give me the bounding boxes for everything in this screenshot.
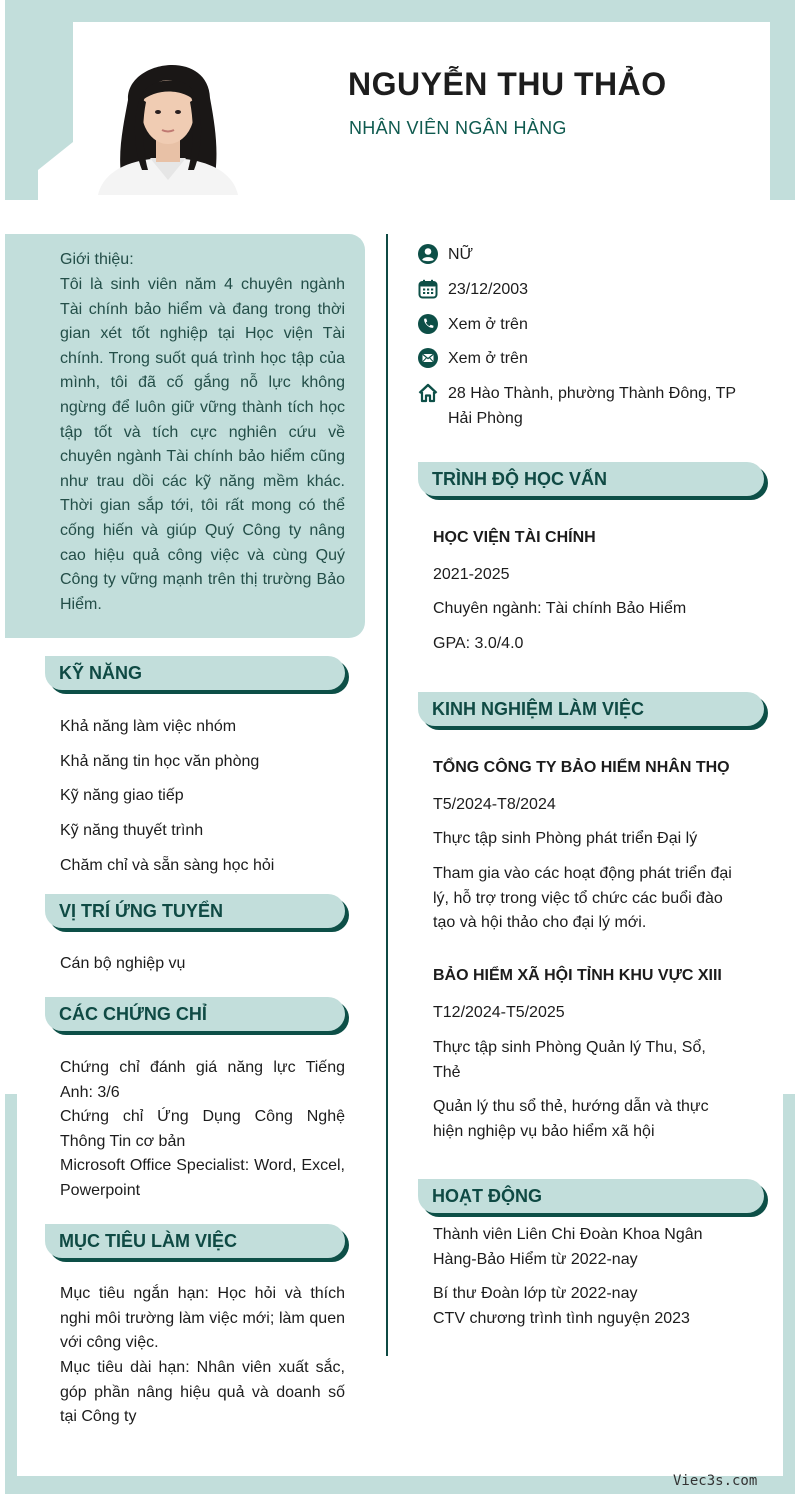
section-header-education — [418, 462, 764, 496]
contact-gender — [418, 243, 738, 268]
user-icon — [418, 244, 438, 264]
activity-item: Thành viên Liên Chi Đoàn Khoa Ngân Hàng-Bảo Hiểm từ 2022-nay — [433, 1226, 703, 1268]
section-header-position — [45, 894, 345, 928]
section-title: TRÌNH ĐỘ HỌC VẤN — [418, 462, 764, 496]
section-title: KỸ NĂNG — [45, 656, 345, 690]
education-years: 2021-2025 — [433, 566, 510, 583]
home-icon — [418, 383, 438, 403]
phone-value: Xem ở trên — [448, 316, 528, 333]
position-value: Cán bộ nghiệp vụ — [60, 955, 186, 972]
job-company: TỔNG CÔNG TY BẢO HIỂM NHÂN THỌ — [433, 759, 730, 776]
contact-birthday — [418, 278, 738, 303]
contact-email — [418, 347, 738, 372]
skill-item: Khả năng tin học văn phòng — [60, 753, 260, 770]
section-header-experience — [418, 692, 764, 726]
certificate-item: Chứng chỉ đánh giá năng lực Tiếng Anh: 3/6 — [60, 1059, 345, 1101]
section-title: KINH NGHIỆM LÀM VIỆC — [418, 692, 764, 726]
education-major: Chuyên ngành: Tài chính Bảo Hiểm — [433, 600, 687, 617]
candidate-name: NGUYỄN THU THẢO — [348, 66, 667, 102]
activity-item: Bí thư Đoàn lớp từ 2022-nay — [433, 1285, 638, 1302]
section-header-certificates — [45, 997, 345, 1031]
job-period: T12/2024-T5/2025 — [433, 1004, 565, 1021]
goal-short-term: Mục tiêu ngắn hạn: Học hỏi và thích nghi môi trường làm việc mới; làm quen với công việc. — [60, 1285, 345, 1352]
job-role: Thực tập sinh Phòng phát triển Đại lý — [433, 830, 698, 847]
certificate-item: Chứng chỉ Ứng Dụng Công Nghệ Thông Tin cơ bản — [60, 1108, 345, 1150]
skill-item: Chăm chỉ và sẵn sàng học hỏi — [60, 857, 275, 874]
mail-icon — [418, 348, 438, 368]
intro-label: Giới thiệu: — [60, 251, 134, 268]
job-period: T5/2024-T8/2024 — [433, 796, 556, 813]
contact-address — [418, 382, 738, 431]
section-title: CÁC CHỨNG CHỈ — [45, 997, 345, 1031]
job-description: Quản lý thu sổ thẻ, hướng dẫn và thực hiện nghiệp vụ bảo hiểm xã hội — [433, 1098, 709, 1140]
skill-item: Kỹ năng thuyết trình — [60, 822, 204, 839]
job-company: BẢO HIỂM XÃ HỘI TỈNH KHU VỰC XIII — [433, 967, 722, 984]
goal-long-term: Mục tiêu dài hạn: Nhân viên xuất sắc, góp phần nâng hiệu quả và doanh số tại Công ty — [60, 1359, 345, 1426]
activity-item: CTV chương trình tình nguyện 2023 — [433, 1310, 690, 1327]
section-title: HOẠT ĐỘNG — [418, 1179, 764, 1213]
job-role: Thực tập sinh Phòng Quản lý Thu, Sổ, Thẻ — [433, 1039, 706, 1081]
birthday-value: 23/12/2003 — [448, 281, 529, 298]
education-school: HỌC VIỆN TÀI CHÍNH — [433, 529, 596, 546]
intro-text: Tôi là sinh viên năm 4 chuyên ngành Tài chính bảo hiểm và đang trong thời gian xét tốt nghiệp tại Học viện Tài chính. Trong suốt quá trình học tập của mình, tôi đã cố gắng nỗ lực không ngừng để luôn giữ vững thành tích học tập tốt và tích cực nghiên cứu về chuyên ngành Tài chính bảo hiểm cũng như trau dồi các kỹ năng mềm khác. Thời gian sắp tới, tôi rất mong có thể cống hiến và giúp Quý Công ty nâng cao hiệu quả công việc và cùng Quý Công ty vững mạnh trên thị trường Bảo Hiểm. — [60, 276, 345, 613]
section-header-goals — [45, 1224, 345, 1258]
gender-value: NỮ — [448, 246, 474, 263]
section-header-skills — [45, 656, 345, 690]
profile-photo — [88, 40, 248, 195]
certificate-item: Microsoft Office Specialist: Word, Excel, Powerpoint — [60, 1157, 345, 1199]
skill-item: Kỹ năng giao tiếp — [60, 787, 184, 804]
job-description: Tham gia vào các hoạt động phát triển đại lý, hỗ trợ trong việc tổ chức các buổi đào tạo và hội thảo cho đại lý mới. — [433, 865, 732, 932]
section-header-activities — [418, 1179, 764, 1213]
phone-icon — [418, 314, 438, 334]
education-gpa: GPA: 3.0/4.0 — [433, 635, 524, 652]
contact-phone — [418, 313, 738, 338]
section-title: MỤC TIÊU LÀM VIỆC — [45, 1224, 345, 1258]
portrait-image — [88, 40, 248, 195]
email-value: Xem ở trên — [448, 350, 528, 367]
calendar-icon — [418, 279, 438, 299]
section-title: VỊ TRÍ ỨNG TUYỂN — [45, 894, 345, 928]
skill-item: Khả năng làm việc nhóm — [60, 718, 237, 735]
address-value: 28 Hào Thành, phường Thành Đông, TP Hải Phòng — [448, 385, 736, 427]
watermark: Viec3s.com — [673, 1473, 758, 1489]
candidate-job-title: NHÂN VIÊN NGÂN HÀNG — [349, 118, 567, 138]
column-divider — [386, 234, 388, 1356]
